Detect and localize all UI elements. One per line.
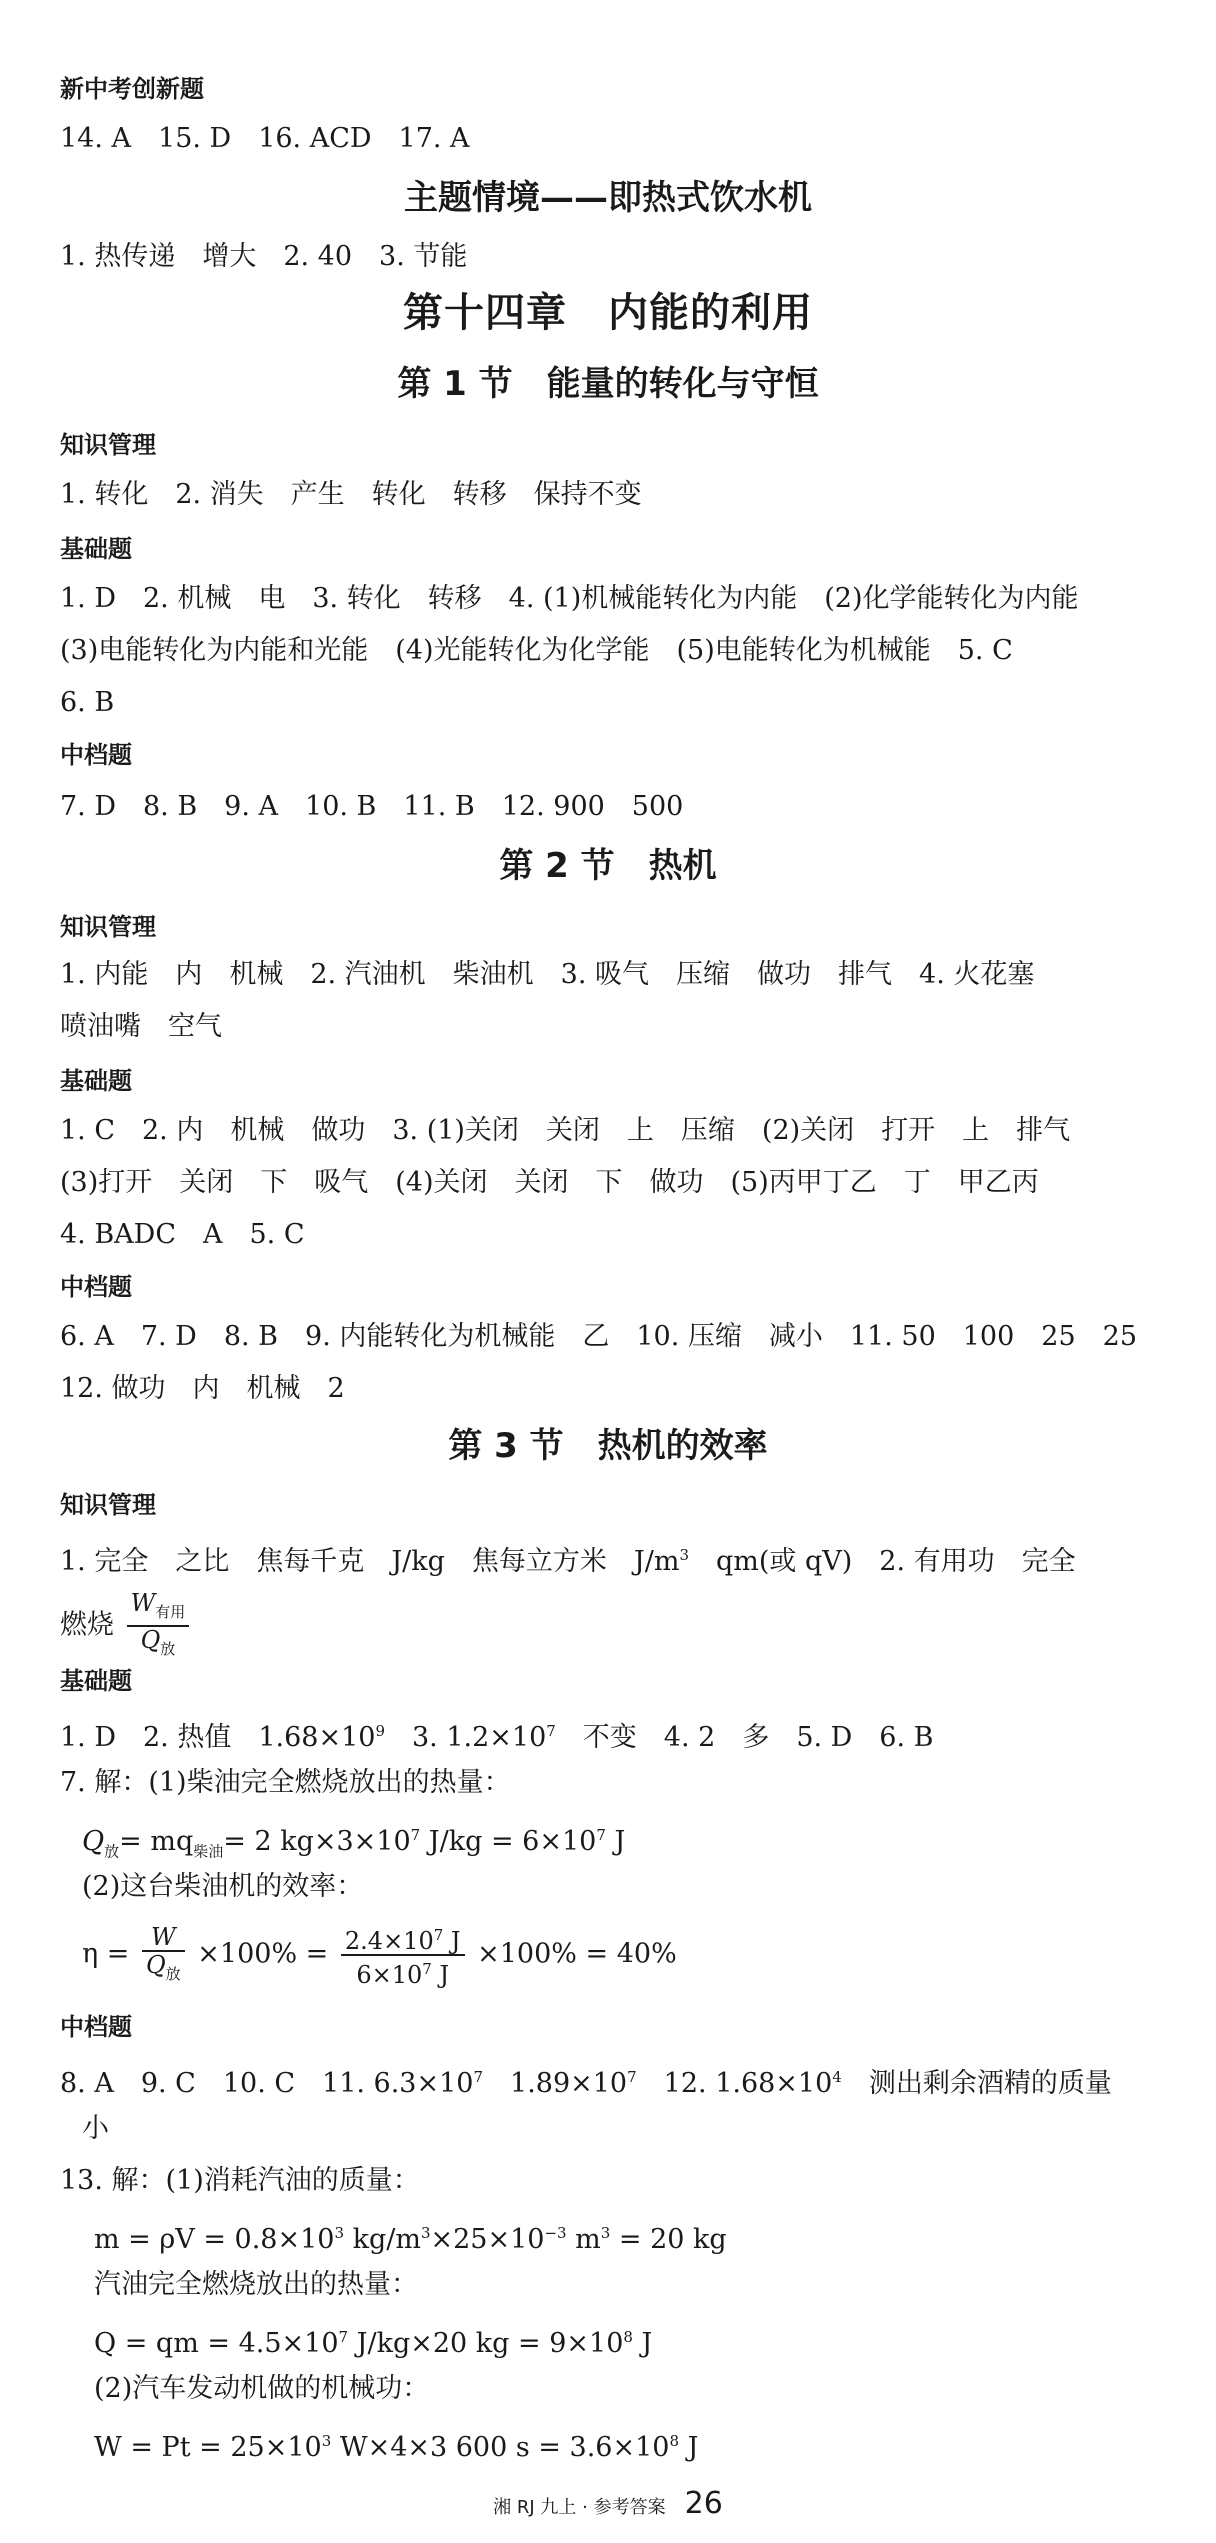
answer-line: 1. 完全 之比 焦每千克 J/kg 焦每立方米 $J/m^3$ qm(或 qV) 2. 有用功 完全 <box>60 1546 1076 1577</box>
subsection-label: 基础题 <box>60 535 132 563</box>
answer-line: 1. D 2. 热值 $1.68\times 10^9$ 3. $1.2\times 10^7$ 不变 4. 2 多 5. D 6. B <box>60 1722 934 1753</box>
answer-line: (3)打开 关闭 下 吸气 (4)关闭 关闭 下 做功 (5)丙甲丁乙 丁 甲乙丙 <box>60 1167 1039 1198</box>
formula-line: η = $\frac{W}{Q_放}$ ×100% = $\frac{2.4\times 10^7 J}{6\times 10^7 J}$ ×100% = 40% <box>82 1922 677 1989</box>
answer-line: 1. 转化 2. 消失 产生 转化 转移 保持不变 <box>60 479 642 510</box>
footer-book-label: 湘 RJ 九上 · 参考答案 <box>493 2497 666 2518</box>
subsection-label: 知识管理 <box>60 1491 156 1519</box>
section-title-3: 第 3 节 热机的效率 <box>448 1426 768 1466</box>
answer-line: 12. 做功 内 机械 2 <box>60 1373 345 1404</box>
answer-line: 13. 解：(1)消耗汽油的质量： <box>60 2165 420 2196</box>
subsection-label: 中档题 <box>60 2013 132 2041</box>
subsection-label: 知识管理 <box>60 431 156 459</box>
subsection-label: 中档题 <box>60 741 132 769</box>
answer-line: 燃烧 $\frac{W_{有用}}{Q_放}$ <box>60 1590 193 1662</box>
formula-line: $m = \rho V = 0.8\times 10^3$ $kg/m^3\times 25\times 10^{-3}$ $m^3 = 20$ kg <box>94 2224 727 2255</box>
answer-line: 6. B <box>60 687 115 718</box>
section-title-2: 第 2 节 热机 <box>499 846 717 886</box>
subsection-label: 中档题 <box>60 1273 132 1301</box>
section-title-1: 第 1 节 能量的转化与守恒 <box>397 364 819 404</box>
answer-line: 6. A 7. D 8. B 9. 内能转化为机械能 乙 10. 压缩 减小 11. 50 100 25 25 <box>60 1321 1138 1352</box>
answer-line: 汽油完全燃烧放出的热量： <box>94 2269 418 2300</box>
formula-line: $Q_放= mq_{柴油}= 2$ $kg\times 3\times 10^7$ $J/kg = 6\times 10^7$ J <box>82 1826 626 1861</box>
answer-line: 1. 热传递 增大 2. 40 3. 节能 <box>60 241 468 272</box>
subsection-label: 基础题 <box>60 1067 132 1095</box>
answer-line: (2)汽车发动机做的机械功： <box>94 2373 430 2404</box>
subsection-label: 知识管理 <box>60 913 156 941</box>
answer-line: 小 <box>82 2113 109 2144</box>
answer-line: 1. D 2. 机械 电 3. 转化 转移 4. (1)机械能转化为内能 (2)化学能转化为内能 <box>60 583 1079 614</box>
subsection-label: 基础题 <box>60 1667 132 1695</box>
answer-line: 8. A 9. C 10. C 11. $6.3\times 10^7$ $1.89\times 10^7$ 12. $1.68\times 10^4$ 测出剩余酒精的质量 <box>60 2068 1112 2099</box>
page-footer <box>0 2486 1216 2521</box>
answer-line: 4. BADC A 5. C <box>60 1219 305 1250</box>
answer-line: 7. 解：(1)柴油完全燃烧放出的热量： <box>60 1767 511 1798</box>
efficiency-fraction: $\frac{W_{有用}}{Q_放}$ <box>127 1590 190 1662</box>
page-number: 26 <box>684 2486 723 2521</box>
formula-line: Q = qm = $4.5\times 10^7$ J/kg×20 kg = $9\times 10^8$ J <box>94 2328 653 2359</box>
answer-line: 1. C 2. 内 机械 做功 3. (1)关闭 关闭 上 压缩 (2)关闭 打开 上 排气 <box>60 1115 1071 1146</box>
answer-line: 喷油嘴 空气 <box>60 1011 222 1042</box>
formula-line: $W = Pt = 25\times 10^3$ W×4×3 600 $s = 3.6\times 10^8$ J <box>94 2432 699 2463</box>
answer-line: (2)这台柴油机的效率： <box>82 1871 364 1902</box>
topic-title: 主题情境——即热式饮水机 <box>404 178 812 218</box>
section-label-xinzhongkao: 新中考创新题 <box>60 75 204 103</box>
answer-line: (3)电能转化为内能和光能 (4)光能转化为化学能 (5)电能转化为机械能 5. C <box>60 635 1013 666</box>
chapter-title: 第十四章 内能的利用 <box>403 290 813 336</box>
answer-line: 14. A 15. D 16. ACD 17. A <box>60 123 470 154</box>
answer-line: 7. D 8. B 9. A 10. B 11. B 12. 900 500 <box>60 791 684 822</box>
answer-line: 1. 内能 内 机械 2. 汽油机 柴油机 3. 吸气 压缩 做功 排气 4. 火花塞 <box>60 959 1035 990</box>
